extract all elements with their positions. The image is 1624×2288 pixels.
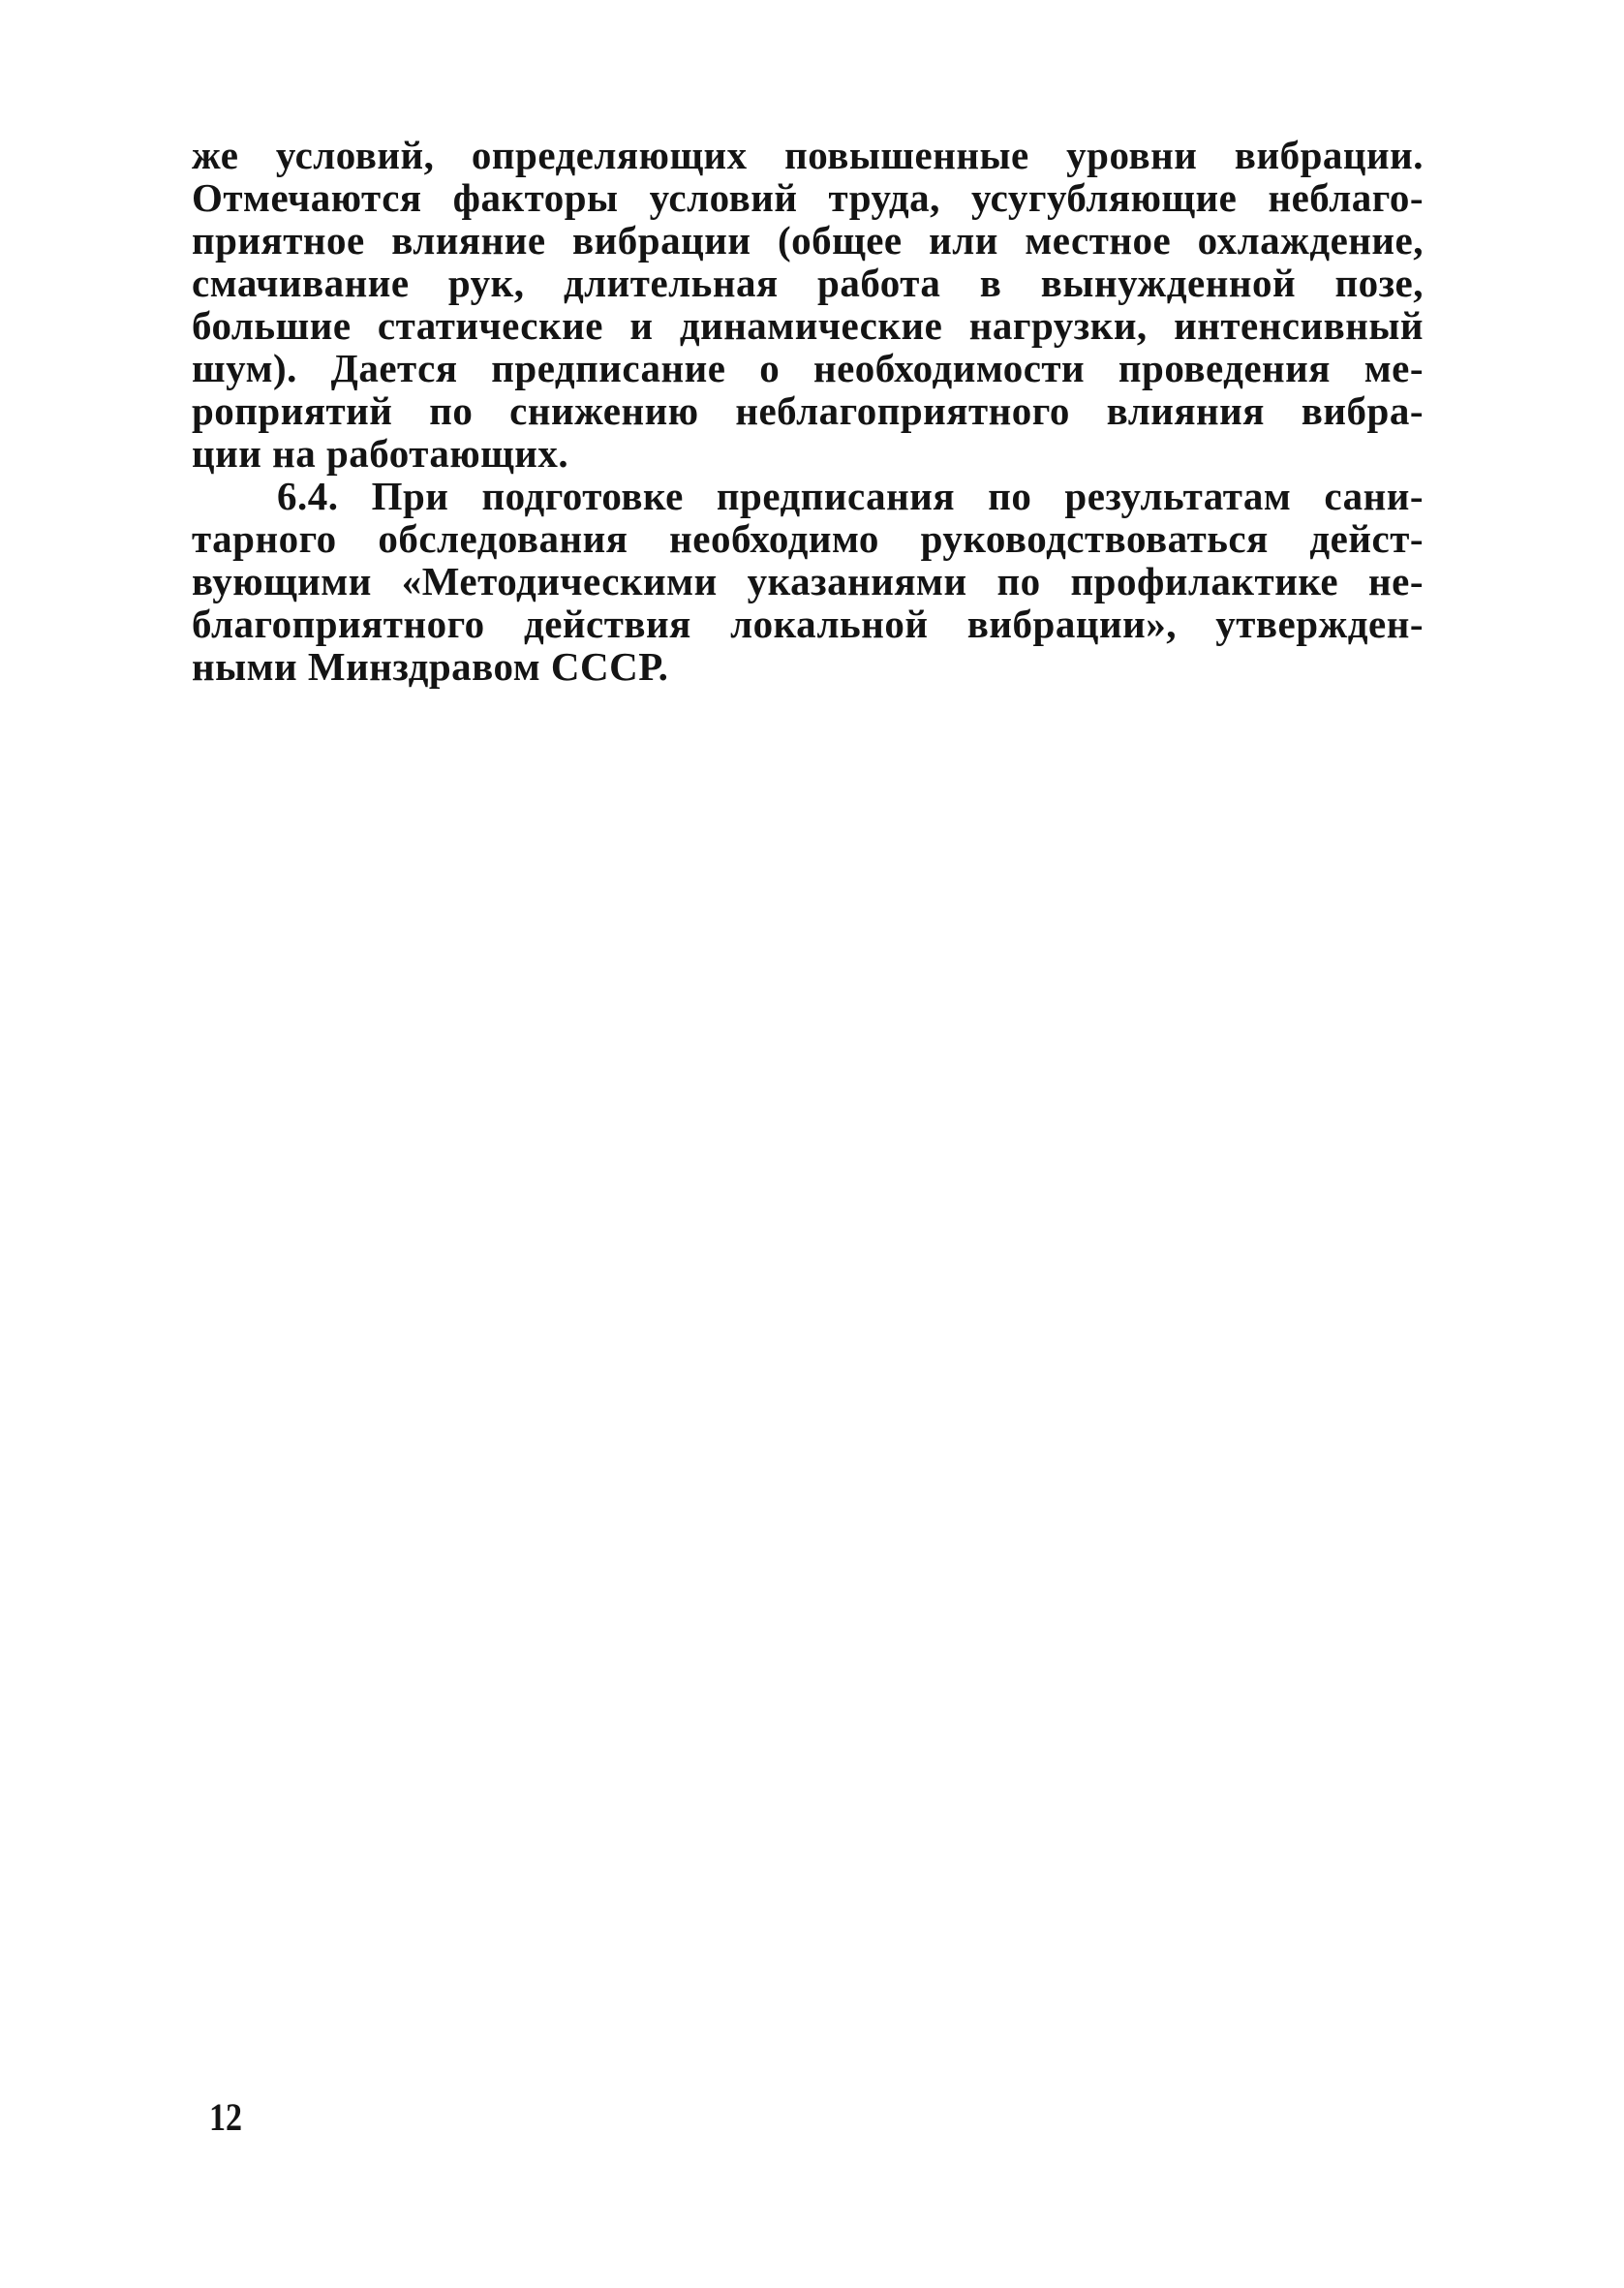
paragraph-6-4 [192, 475, 1424, 688]
body-text [192, 134, 1424, 688]
text-line: ции на работающих. [192, 431, 569, 476]
paragraph-vibration-factors [192, 134, 1424, 475]
text-line: шум). Дается предписание о необходимости проведения ме- [192, 346, 1424, 390]
text-line: 6.4. При подготовке предписания по результатам сани- [277, 474, 1424, 518]
text-line: большие статические и динамические нагрузки, интенсивный [192, 303, 1424, 348]
text-line: вующими «Методическими указаниями по профилактике не- [192, 559, 1424, 603]
text-line: Отмечаются факторы условий труда, усугубляющие неблаго- [192, 175, 1424, 220]
text-line: благоприятного действия локальной вибрации», утвержден- [192, 602, 1424, 646]
text-line: приятное влияние вибрации (общее или местное охлаждение, [192, 218, 1424, 263]
text-line: роприятий по снижению неблагоприятного влияния вибра- [192, 388, 1424, 433]
page-number: 12 [209, 2095, 242, 2139]
text-line: смачивание рук, длительная работа в вынужденной позе, [192, 261, 1424, 305]
text-line: тарного обследования необходимо руководствоваться дейст- [192, 516, 1424, 561]
text-line: же условий, определяющих повышенные уровни вибрации. [192, 133, 1424, 177]
text-line: ными Минздравом СССР. [192, 644, 669, 689]
